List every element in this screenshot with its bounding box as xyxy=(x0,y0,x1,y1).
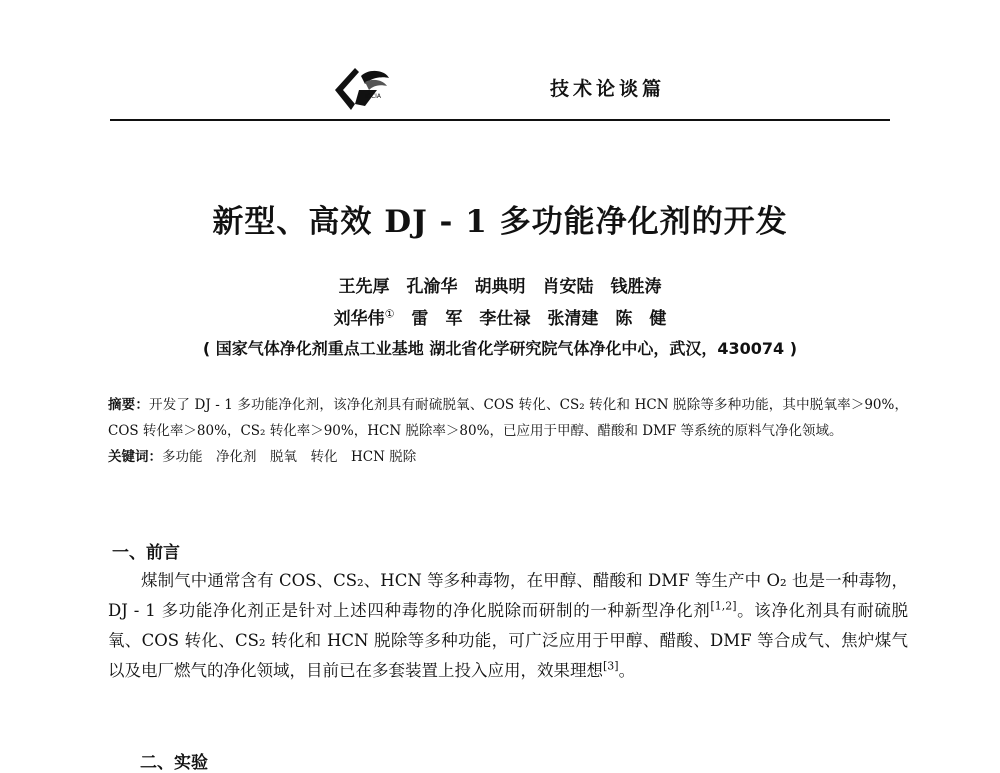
citation-1-2: [1,2] xyxy=(710,599,737,613)
section-heading-intro: 一、前言 xyxy=(112,543,180,563)
intro-text-2: 。该净化剂具有耐硫脱氧、COS 转化、CS₂ 转化和 HCN 脱除等多种功能，可广泛应用于甲醇、醋酸、DMF 等合成气、焦炉煤气以及电厂燃气的净化领域，目前已在多套装置上投入应用，效果理想 xyxy=(108,601,909,680)
intro-text-1: 煤制气中通常含有 COS、CS₂、HCN 等多种毒物，在甲醇、醋酸和 DMF 等生产中 O₂ 也是一种毒物，DJ - 1 多功能净化剂正是针对上述四种毒物的净化脱除而研制的一种新型净化剂 xyxy=(108,571,908,620)
section-heading-experiment: 二、实验 xyxy=(140,753,208,773)
intro-body xyxy=(108,566,908,686)
page-header xyxy=(110,62,890,124)
coauthors: 雷 军 李仕禄 张清建 陈 健 xyxy=(394,309,667,329)
header-rule xyxy=(110,119,890,121)
abstract xyxy=(108,392,908,444)
section-label: 技术论谈篇 xyxy=(550,78,666,100)
author-line-2 xyxy=(0,304,1000,329)
author-footnote-marker: ① xyxy=(384,307,395,321)
author-line-1: 王先厚 孔渝华 胡典明 肖安陆 钱胜涛 xyxy=(338,277,662,297)
keywords xyxy=(108,444,908,470)
keywords-label: 关键词： xyxy=(108,449,162,465)
intro-text-3: 。 xyxy=(618,661,636,680)
keywords-text: 多功能 净化剂 脱氧 转化 HCN 脱除 xyxy=(162,449,417,465)
abstract-text: 开发了 DJ - 1 多功能净化剂，该净化剂具有耐硫脱氧、COS 转化、CS₂ 转化和 HCN 脱除等多种功能，其中脱氧率＞90%，COS 转化率＞80%，CS₂ 转化率＞90%，HCN 脱除率＞80%，已应用于甲醇、醋酸和 DMF 等系统的原料气净化领域。 xyxy=(108,397,909,439)
affiliation: ( 国家气体净化剂重点工业基地 湖北省化学研究院气体净化中心，武汉，430074 ) xyxy=(202,339,798,358)
intro-paragraph xyxy=(108,566,908,686)
first-author: 刘华伟 xyxy=(333,309,385,329)
abstract-label: 摘要： xyxy=(108,397,150,413)
svg-text:ICCIA: ICCIA xyxy=(365,93,382,100)
citation-3: [3] xyxy=(603,659,619,673)
abstract-block xyxy=(108,392,908,470)
journal-logo xyxy=(325,64,395,114)
paper-title: 新型、高效 DJ - 1 多功能净化剂的开发 xyxy=(212,204,788,240)
